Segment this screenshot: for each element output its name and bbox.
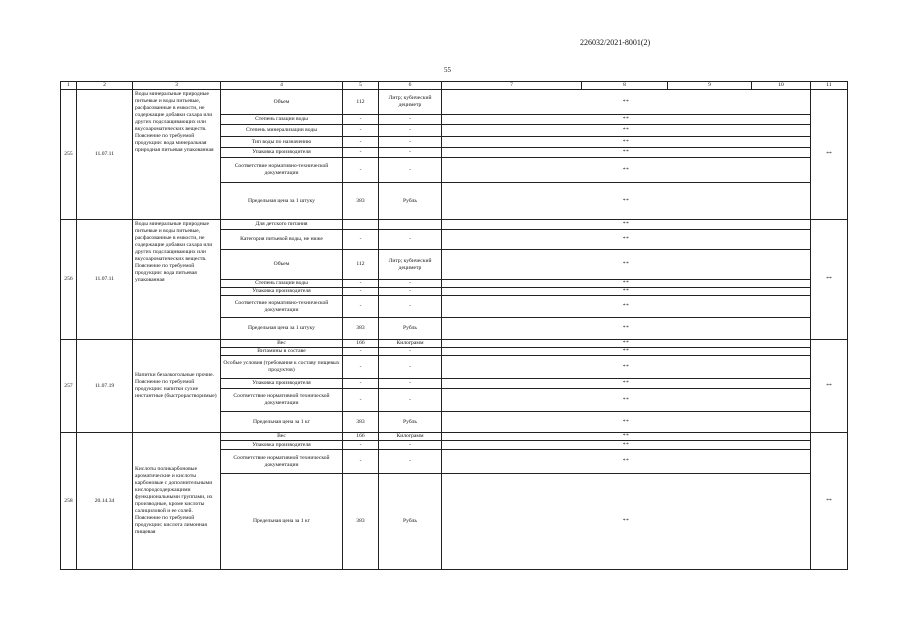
column-11-value: ** [811, 340, 848, 433]
characteristic-value: ** [442, 450, 811, 474]
unit-code: - [343, 296, 379, 318]
header-cell: 6 [379, 82, 442, 90]
product-name: Воды минеральные природные питьевые и воды питьевые, расфасованные в емкости, не содержащие добавки сахара или других подслащивающих или вкусоароматических веществ. Пояснение по требуемой продукции: вода минеральная природная питьевая упакованная [133, 90, 221, 220]
header-cell: 8 [582, 82, 668, 90]
row-number: 258 [61, 433, 77, 570]
unit-code: - [343, 125, 379, 137]
unit-name: - [379, 288, 442, 296]
unit-code: 166 [343, 433, 379, 441]
unit-code: - [343, 441, 379, 450]
characteristic-name: Предельная цена за 1 кг [221, 412, 343, 433]
table-row [61, 90, 848, 115]
characteristic-name: Предельная цена за 1 штуку [221, 318, 343, 340]
characteristic-value: ** [442, 441, 811, 450]
header-cell: 1 [61, 82, 77, 90]
characteristic-name: Для детского питания [221, 220, 343, 230]
table-row [61, 220, 848, 230]
characteristic-name: Витамины в составе [221, 348, 343, 356]
characteristic-name: Соответствие нормативной технической документации [221, 389, 343, 412]
header-cell: 3 [133, 82, 221, 90]
unit-code: - [343, 288, 379, 296]
unit-code: 383 [343, 318, 379, 340]
characteristic-name: Упаковка производителя [221, 379, 343, 389]
unit-name: - [379, 125, 442, 137]
unit-code [343, 220, 379, 230]
unit-name: - [379, 348, 442, 356]
characteristic-value: ** [442, 158, 811, 183]
unit-code: 166 [343, 340, 379, 348]
unit-name: - [379, 296, 442, 318]
column-11-value: ** [811, 220, 848, 340]
characteristic-value: ** [442, 125, 811, 137]
characteristic-value: ** [442, 90, 811, 115]
characteristic-name: Степень газации воды [221, 115, 343, 125]
unit-name: - [379, 441, 442, 450]
table-row [61, 340, 848, 348]
okpd-code: 11.07.11 [77, 90, 133, 220]
okpd-code: 11.07.11 [77, 220, 133, 340]
characteristic-value: ** [442, 115, 811, 125]
unit-code: 383 [343, 183, 379, 220]
characteristic-name: Соответствие нормативно-технической документации [221, 296, 343, 318]
header-cell: 2 [77, 82, 133, 90]
unit-name: - [379, 280, 442, 288]
header-cell: 9 [668, 82, 752, 90]
characteristic-name: Упаковка производителя [221, 148, 343, 158]
unit-code: - [343, 450, 379, 474]
unit-code: - [343, 379, 379, 389]
characteristic-value: ** [442, 296, 811, 318]
characteristic-value: ** [442, 433, 811, 441]
header-row [61, 82, 848, 90]
header-cell: 4 [221, 82, 343, 90]
characteristic-name: Предельная цена за 1 кг [221, 474, 343, 570]
characteristic-value: ** [442, 412, 811, 433]
characteristic-value: ** [442, 220, 811, 230]
table-row [61, 433, 848, 441]
page-number: 55 [444, 66, 451, 74]
characteristic-value: ** [442, 288, 811, 296]
unit-name: - [379, 356, 442, 379]
unit-code: - [343, 230, 379, 250]
characteristic-value: ** [442, 356, 811, 379]
unit-name [379, 220, 442, 230]
header-cell: 7 [442, 82, 582, 90]
unit-code: 112 [343, 250, 379, 280]
okpd-code: 11.07.19 [77, 340, 133, 433]
unit-name: - [379, 148, 442, 158]
characteristic-value: ** [442, 183, 811, 220]
row-number: 256 [61, 220, 77, 340]
characteristic-value: ** [442, 348, 811, 356]
product-name: Кислоты поликарбоновые ароматические и кислоты карбоновые с дополнительными кислородсодержащими функциональными группами, их производные, кроме кислоты салициловой и ее солей. Пояснение по требуемой продукции: кислота лимонная пищевая [133, 433, 221, 570]
unit-name: - [379, 389, 442, 412]
unit-name: - [379, 230, 442, 250]
unit-name: - [379, 115, 442, 125]
document-number: 226032/2021-8001(2) [580, 38, 651, 47]
characteristic-name: Объем [221, 90, 343, 115]
characteristic-name: Предельная цена за 1 штуку [221, 183, 343, 220]
characteristic-value: ** [442, 280, 811, 288]
unit-code: 383 [343, 474, 379, 570]
unit-code: 112 [343, 90, 379, 115]
unit-name: Килограмм [379, 433, 442, 441]
unit-name: - [379, 379, 442, 389]
characteristic-value: ** [442, 379, 811, 389]
specification-table [60, 81, 848, 570]
unit-name: Рубль [379, 183, 442, 220]
characteristic-name: Соответствие нормативной технической документации [221, 450, 343, 474]
unit-name: Литр; кубический дециметр [379, 90, 442, 115]
row-number: 255 [61, 90, 77, 220]
unit-code: - [343, 158, 379, 183]
characteristic-name: Тип воды по назначению [221, 137, 343, 148]
characteristic-name: Упаковка производителя [221, 441, 343, 450]
unit-name: Рубль [379, 318, 442, 340]
unit-name: - [379, 450, 442, 474]
characteristic-value: ** [442, 318, 811, 340]
okpd-code: 20.14.34 [77, 433, 133, 570]
characteristic-name: Соответствие нормативно-технической документации [221, 158, 343, 183]
unit-name: Килограмм [379, 340, 442, 348]
characteristic-value: ** [442, 474, 811, 570]
characteristic-name: Степень минерализации воды [221, 125, 343, 137]
column-11-value: ** [811, 90, 848, 220]
characteristic-name: Особые условия (требования к составу пищевых продуктов) [221, 356, 343, 379]
characteristic-value: ** [442, 389, 811, 412]
characteristic-name: Объем [221, 250, 343, 280]
characteristic-value: ** [442, 340, 811, 348]
unit-code: - [343, 348, 379, 356]
header-cell: 10 [752, 82, 811, 90]
characteristic-value: ** [442, 250, 811, 280]
characteristic-name: Упаковка производителя [221, 288, 343, 296]
product-name: Напитки безалкогольные прочие. Пояснение по требуемой продукции: напитки сухие инстантные (быстрорастворимые) [133, 340, 221, 433]
characteristic-value: ** [442, 148, 811, 158]
product-name: Воды минеральные природные питьевые и воды питьевые, расфасованные в емкости, не содержащие добавки сахара или других подслащивающих или вкусоароматических веществ. Пояснение по требуемой продукции: вода питьевая упакованная [133, 220, 221, 340]
characteristic-name: Вес [221, 340, 343, 348]
row-number: 257 [61, 340, 77, 433]
unit-name: Рубль [379, 412, 442, 433]
unit-code: - [343, 389, 379, 412]
unit-code: 383 [343, 412, 379, 433]
unit-name: Рубль [379, 474, 442, 570]
unit-code: - [343, 148, 379, 158]
unit-code: - [343, 115, 379, 125]
unit-name: - [379, 137, 442, 148]
unit-code: - [343, 280, 379, 288]
characteristic-name: Степень газации воды [221, 280, 343, 288]
header-cell: 11 [811, 82, 848, 90]
unit-code: - [343, 137, 379, 148]
header-cell: 5 [343, 82, 379, 90]
characteristic-value: ** [442, 230, 811, 250]
characteristic-name: Вес [221, 433, 343, 441]
characteristic-name: Категория питьевой воды, не ниже [221, 230, 343, 250]
characteristic-value: ** [442, 137, 811, 148]
unit-code: - [343, 356, 379, 379]
column-11-value: ** [811, 433, 848, 570]
unit-name: Литр; кубический дециметр [379, 250, 442, 280]
unit-name: - [379, 158, 442, 183]
